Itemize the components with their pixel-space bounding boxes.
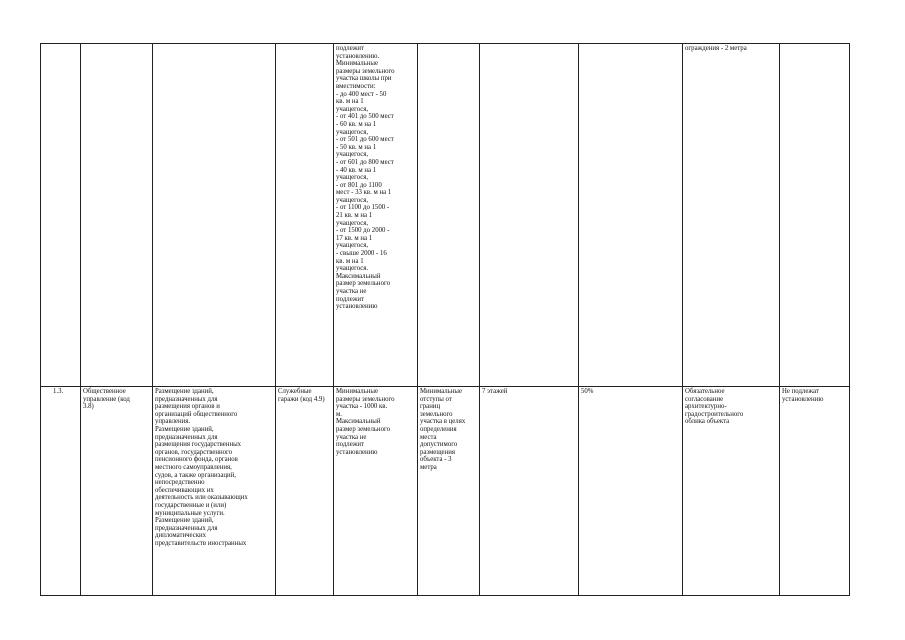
cell-use-description bbox=[153, 44, 276, 387]
cell-setbacks: Минимальные отступы от границ земельного участка в целях определения места допустимого размещения объекта - 3 метра bbox=[418, 387, 480, 596]
cell-number bbox=[41, 44, 81, 387]
cell-floors bbox=[480, 44, 579, 387]
cell-auxiliary-use: Служебные гаражи (код 4.9) bbox=[276, 387, 334, 596]
cell-restrictions bbox=[780, 44, 850, 387]
cell-coverage bbox=[579, 44, 683, 387]
cell-number: 1.3. bbox=[41, 387, 81, 596]
cell-other-params: ограждения - 2 метра bbox=[683, 44, 780, 387]
table-row-continuation bbox=[41, 44, 850, 387]
cell-floors: 7 этажей bbox=[480, 387, 579, 596]
cell-setbacks bbox=[418, 44, 480, 387]
cell-restrictions: Не подлежат установлению bbox=[780, 387, 850, 596]
cell-plot-size: подлежит установлению. Минимальные размеры земельного участка школы при вместимости: - до 400 мест - 50 кв. м на 1 учащегося, - от 401 до 500 мест - 60 кв. м на 1 учащегося, - от 501 до 600 мест - 50 кв. м на 1 учащегося, - от 601 до 800 мест - 40 кв. м на 1 учащегося, - от 801 до 1100 мест - 33 кв. м на 1 учащегося, - от 1100 до 1500 - 21 кв. м на 1 учащегося, - от 1500 до 2000 - 17 кв. м на 1 учащегося, - свыше 2000 - 16 кв. м на 1 учащегося. Максимальный размер земельного участка не подлежит установлению bbox=[334, 44, 418, 387]
cell-plot-size: Минимальные размеры земельного участка - 1000 кв. м. Максимальный размер земельного участка не подлежит установлению bbox=[334, 387, 418, 596]
table-row-1-3 bbox=[41, 387, 850, 596]
cell-use-type: Общественное управление (код 3.8) bbox=[81, 387, 153, 596]
regulations-table bbox=[40, 43, 850, 596]
cell-use-type bbox=[81, 44, 153, 387]
cell-auxiliary-use bbox=[276, 44, 334, 387]
cell-other-params: Обязательное согласование архитектурно- градостроительного облика объекта bbox=[683, 387, 780, 596]
cell-use-description: Размещение зданий, предназначенных для размещения органов и организаций общественного управления. Размещение зданий, предназначенных для размещения государственных органов, государственного пенсионного фонда, органов местного самоуправления, судов, а также организаций, непосредственно обеспечивающих их деятельность или оказывающих государственные и (или) муниципальные услуги. Размещение зданий, предназначенных для дипломатических представительств иностранных bbox=[153, 387, 276, 596]
cell-coverage: 50% bbox=[579, 387, 683, 596]
